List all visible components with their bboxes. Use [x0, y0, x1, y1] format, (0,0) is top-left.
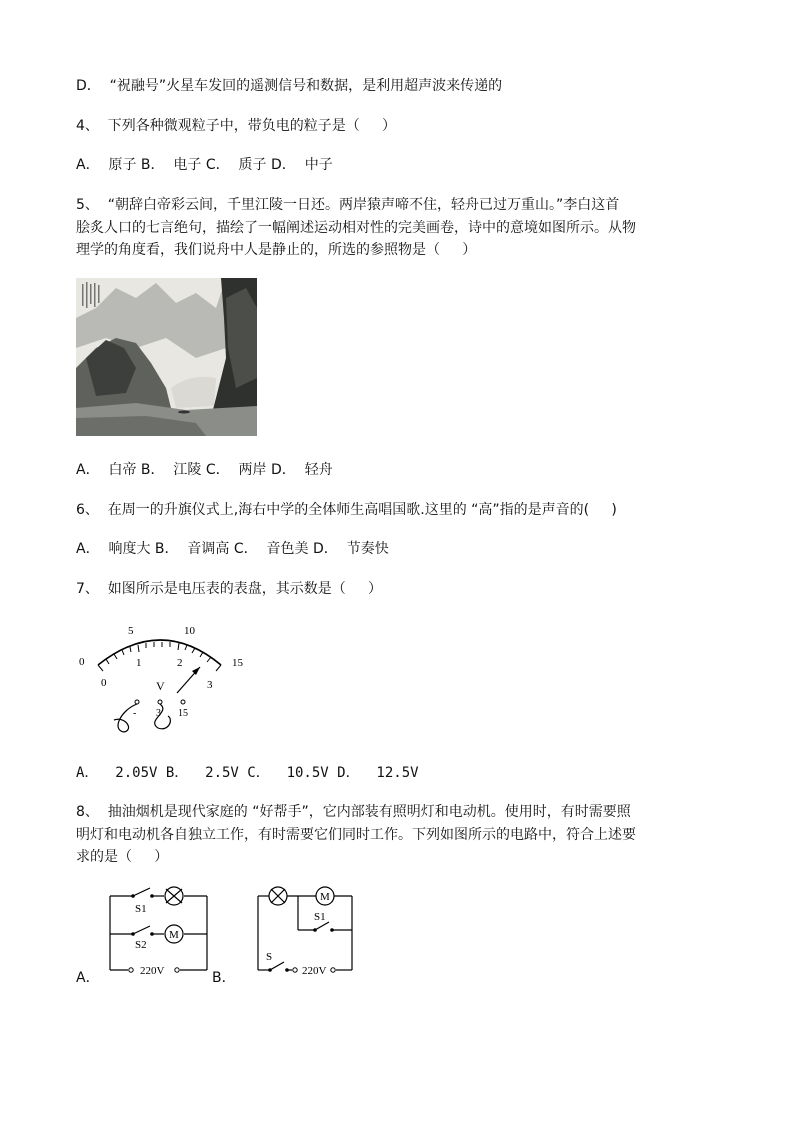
scale-upper-15: 15 [232, 657, 243, 669]
q8-option-b-label: B． [212, 970, 236, 986]
q7-stem: 7、 如图所示是电压表的表盘，其示数是（ ） [76, 581, 383, 597]
q3-option-d: D． “祝融号”火星车发回的遥测信号和数据，是利用超声波来传递的 [76, 78, 503, 94]
q4-options: A． 原子 B． 电子 C． 质子 D． 中子 [76, 157, 333, 173]
q8-stem-line3: 求的是（ ） [76, 849, 169, 865]
circuit-diagram-b [252, 880, 364, 985]
q4-stem: 4、 下列各种微观粒子中，带负电的粒子是（ ） [76, 118, 397, 134]
scale-lower-3: 3 [207, 679, 213, 691]
q8-stem-line1: 8、 抽油烟机是现代家庭的 “好帮手”，它内部装有照明灯和电动机。使用时，有时需要照 [76, 804, 631, 820]
switch-s2-label: S2 [135, 939, 147, 951]
supply-label: 220V [140, 965, 165, 977]
motor-label: M [320, 891, 330, 903]
q6-stem: 6、 在周一的升旗仪式上,海右中学的全体师生高唱国歌.这里的 “高”指的是声音的( ) [76, 502, 617, 518]
circuit-diagram-a [100, 880, 215, 985]
supply-label: 220V [302, 965, 327, 977]
scale-lower-2: 2 [177, 657, 183, 669]
q7-options: A． 2.05V B． 2.5V C． 10.5V D． 12.5V [76, 765, 419, 781]
switch-s1-label: S1 [135, 903, 147, 915]
switch-s-label: S [266, 951, 273, 963]
scale-upper-0: 0 [79, 656, 85, 668]
q6-options: A． 响度大 B． 音调高 C． 音色美 D． 节奏快 [76, 541, 389, 557]
q5-stem-line2: 脍炙人口的七言绝句，描绘了一幅阐述运动相对性的完美画卷，诗中的意境如图所示。从物 [76, 220, 636, 236]
terminal-3: 3 [156, 708, 161, 719]
terminal-minus: - [133, 708, 137, 719]
landscape-painting [76, 278, 257, 436]
scale-upper-10: 10 [184, 625, 195, 637]
scale-lower-0: 0 [101, 677, 107, 689]
motor-label: M [169, 929, 179, 941]
unit-label: V [156, 679, 165, 693]
scale-lower-1: 1 [136, 657, 142, 669]
q5-stem-line3: 理学的角度看，我们说舟中人是静止的，所选的参照物是（ ） [76, 242, 477, 258]
q5-stem-line1: 5、 “朝辞白帝彩云间，千里江陵一日还。两岸猿声啼不住，轻舟已过万重山。”李白这首 [76, 197, 620, 213]
q8-option-a-label: A． [76, 970, 100, 986]
q5-options: A． 白帝 B． 江陵 C． 两岸 D． 轻舟 [76, 462, 333, 478]
terminal-15: 15 [178, 708, 188, 719]
scale-upper-5: 5 [128, 625, 134, 637]
voltmeter-dial [76, 620, 256, 740]
q8-stem-line2: 明灯和电动机各自独立工作，有时需要它们同时工作。下列如图所示的电路中，符合上述要 [76, 827, 636, 843]
switch-s1-label: S1 [314, 911, 326, 923]
